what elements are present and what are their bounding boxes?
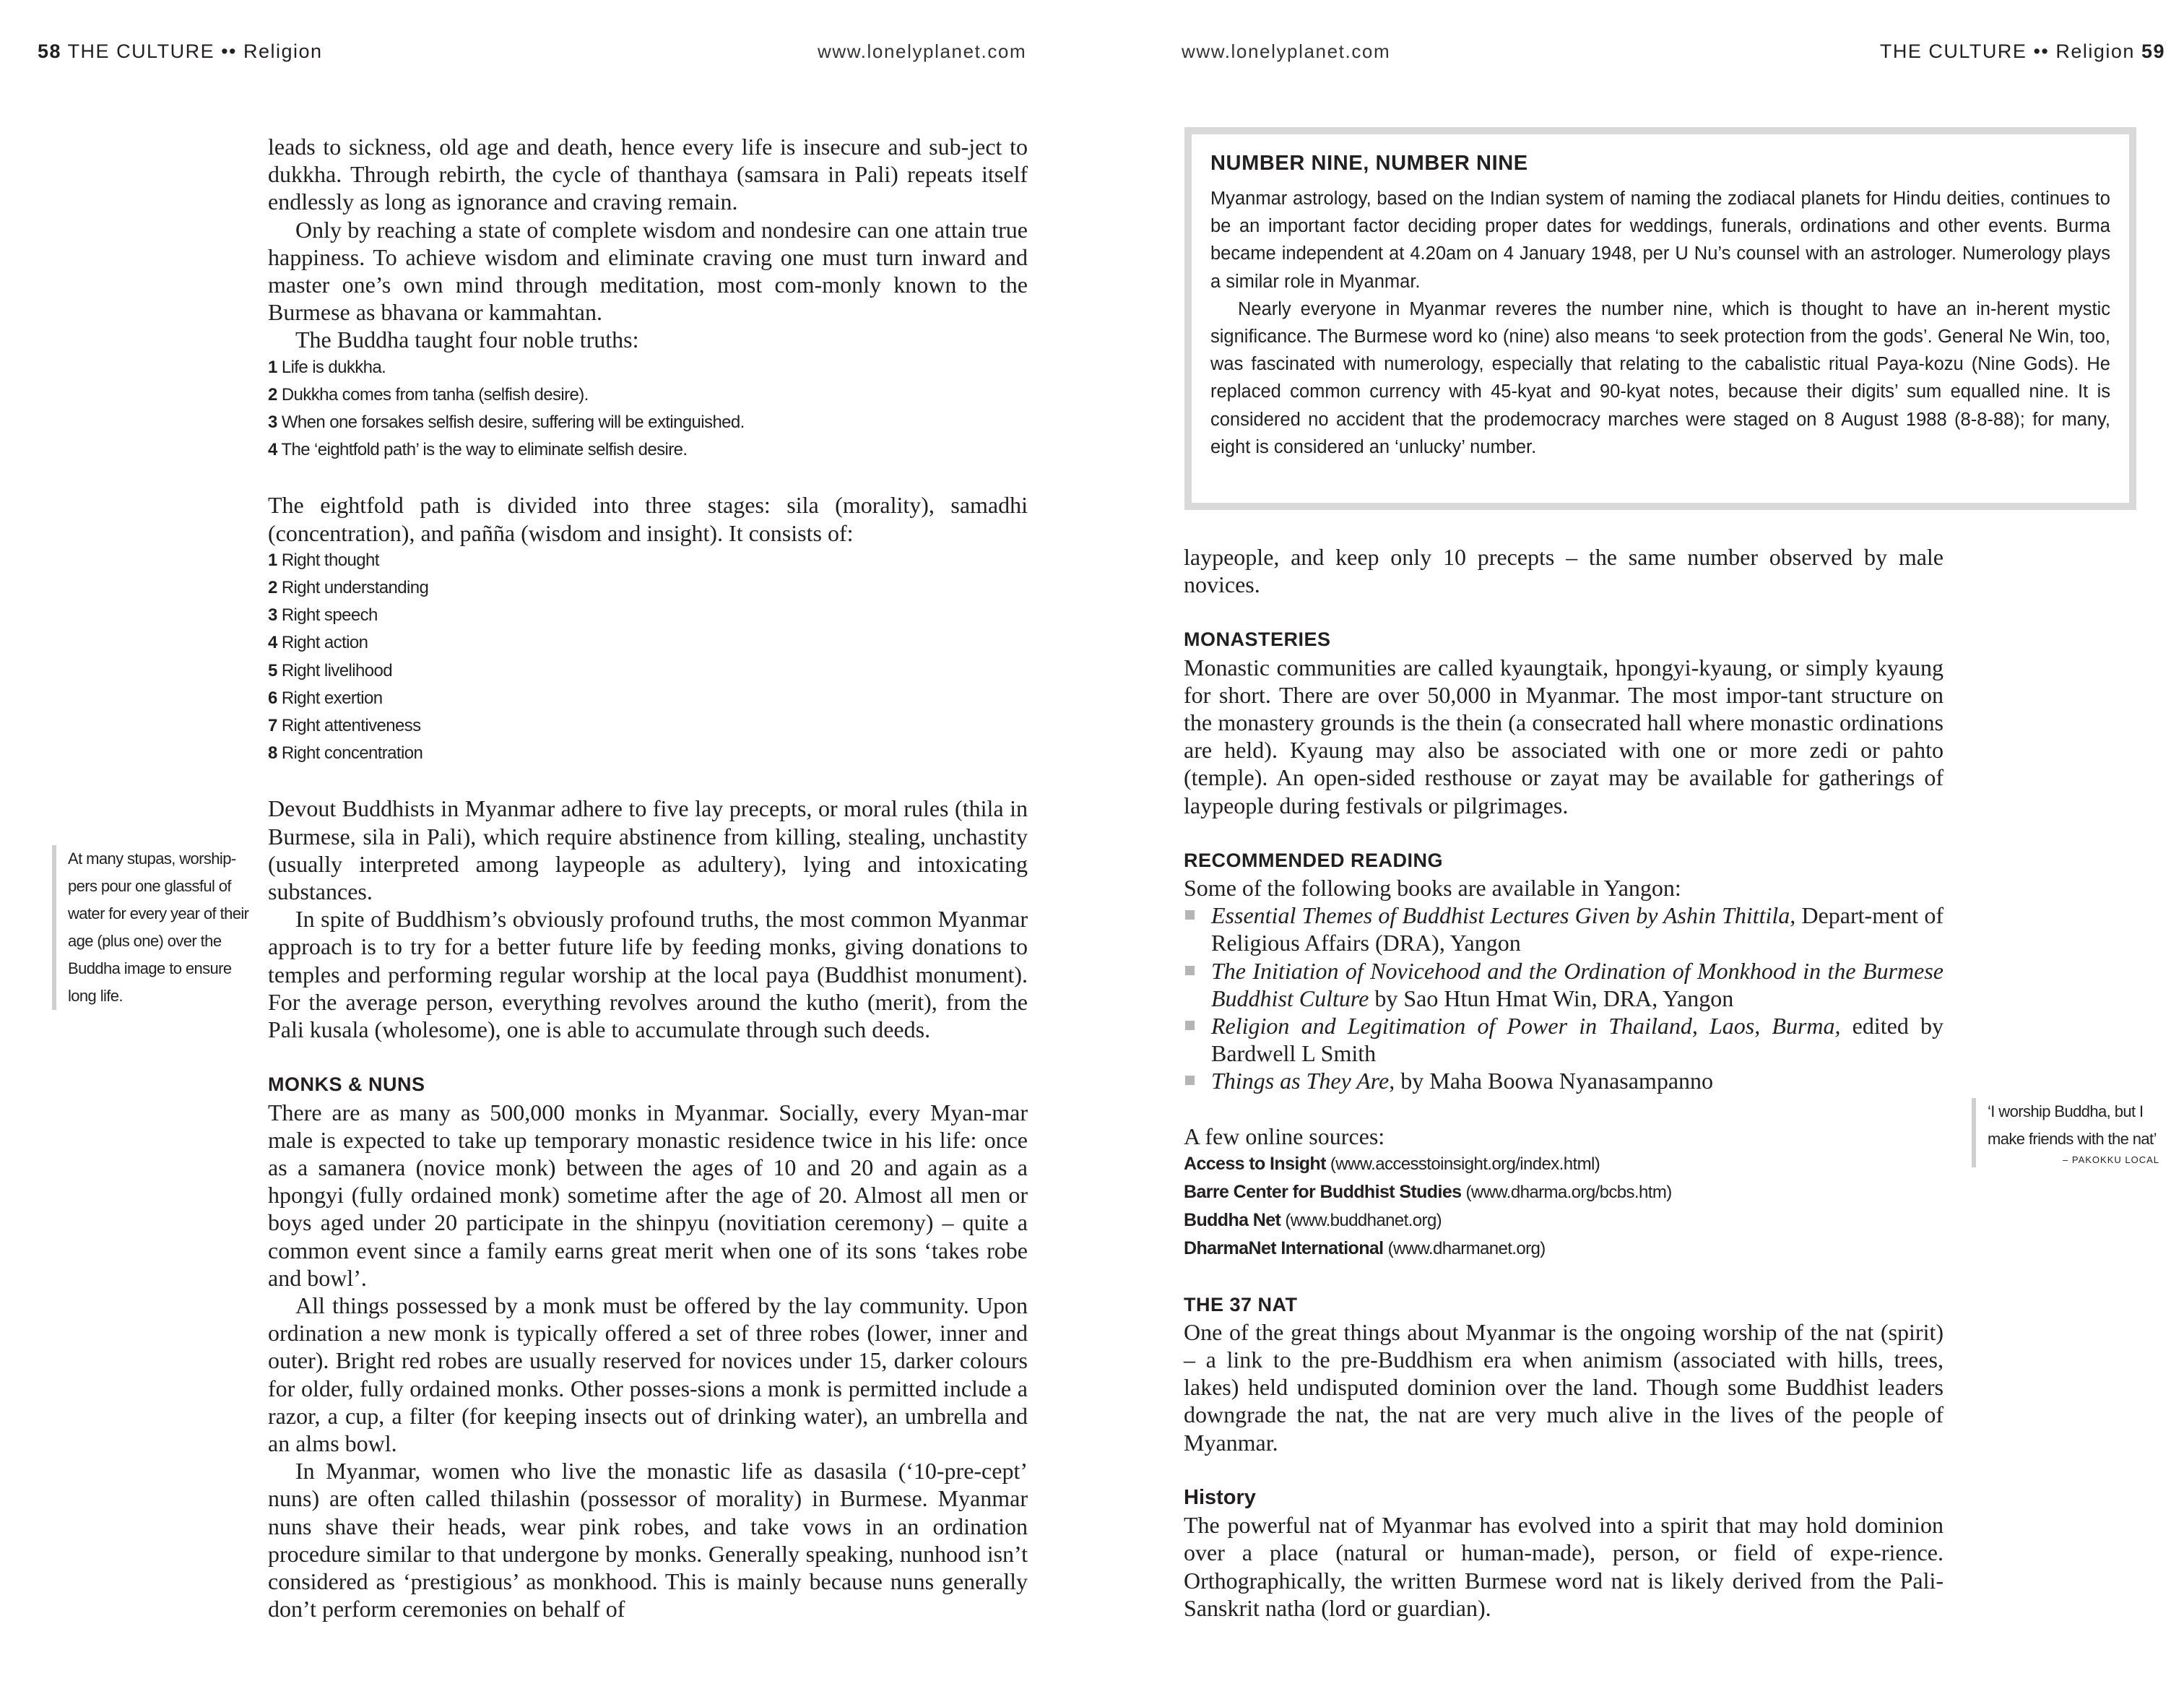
paragraph: The powerful nat of Myanmar has evolved into a spirit that may hold dominion over a place (natural or human-made), person, or field of expe-rience. Orthographically, the written Burmese word nat is likely derived from the Pali-Sanskrit natha (lord or guardian). <box>1184 1512 1944 1621</box>
separator: •• <box>2033 40 2050 62</box>
list-item: Essential Themes of Buddhist Lectures Given by Ashin Thittila, Depart-ment of Religious Affairs (DRA), Yangon <box>1184 902 1944 956</box>
header-url[interactable]: www.lonelyplanet.com <box>1182 40 1391 62</box>
separator: •• <box>221 40 237 62</box>
list-item[interactable]: DharmaNet International (www.dharmanet.org) <box>1184 1238 1546 1259</box>
eightfold-path-list <box>268 547 1028 768</box>
paragraph: leads to sickness, old age and death, hence every life is insecure and sub-ject to dukkha. Through rebirth, the cycle of thanthaya (samsara in Pali) repeats itself endlessly as long as ignorance and craving remain. <box>268 134 1028 215</box>
section-title: THE CULTURE <box>1879 40 2027 62</box>
paragraph: The eightfold path is divided into three stages: sila (morality), samadhi (concentration), and paññа (wisdom and insight). It consists of: <box>268 492 1028 546</box>
paragraph: In Myanmar, women who live the monastic life as dasasila (‘10-pre-cept’ nuns) are often called thilashin (possessor of morality) in Burmese. Myanmar nuns shave their heads, wear pink robes, and take vows in an ordination procedure similar to that undergone by monks. Generally speaking, nunhood isn’t considered as ‘prestigious’ as monkhood. This is mainly because nuns generally don’t perform ceremonies on behalf of <box>268 1458 1028 1622</box>
list-item: The Initiation of Novicehood and the Ordination of Monkhood in the Burmese Buddhist Culture by Sao Htun Hmat Win, DRA, Yangon <box>1184 957 1944 1012</box>
paragraph: All things possessed by a monk must be offered by the lay community. Upon ordination a new monk is typically offered a set of three robes (lower, inner and outer). Bright red robes are usually reserved for novices under 15, darker colours for older, fully ordained monks. Other posses-sions a monk is permitted include a razor, a cup, a filter (for keeping insects out of drinking water), an umbrella and an alms bowl. <box>268 1292 1028 1456</box>
bullet-icon <box>1185 1021 1195 1030</box>
quote-attribution: – PAKOKKU LOCAL <box>2063 1154 2159 1165</box>
list-item: 2 Dukkha comes from tanha (selfish desire). <box>268 384 589 405</box>
list-item: 1 Right thought <box>268 550 379 570</box>
sidebar-box <box>1184 127 2136 510</box>
paragraph: Monastic communities are called kyaungtaik, hpongyi-kyaung, or simply kyaung for short. There are over 50,000 in Myanmar. The most impor-tant structure on the monastery grounds is the thein (a consecrated hall where monastic ordinations are held). Kyaung may also be associated with one or more zedi or pahto (temple). An open-sided resthouse or zayat may be available for gatherings of laypeople during festivals or pilgrimages. <box>1184 654 1944 818</box>
list-item: 4 Right action <box>268 633 368 653</box>
paragraph: In spite of Buddhism’s obviously profound truths, the most common Myanmar approach is to try for a better future life by feeding monks, giving donations to temples and performing regular worship at the local paya (Buddhist monument). For the average person, everything revolves around the kutho (merit), from the Pali kusala (wholesome), one is able to accumulate through such deeds. <box>268 906 1028 1043</box>
paragraph: A few online sources: <box>1184 1123 1385 1149</box>
box-title: NUMBER NINE, NUMBER NINE <box>1210 152 1528 175</box>
running-header-left <box>38 40 323 63</box>
paragraph: Only by reaching a state of complete wisdom and nondesire can one attain true happiness. To achieve wisdom and eliminate craving one must turn inward and master one’s own mind through meditation, most com-monly known to the Burmese as bhavana or kammahtan. <box>268 216 1028 326</box>
subsection-title: Religion <box>2055 40 2135 62</box>
heading-history: History <box>1184 1485 1256 1509</box>
box-paragraph: Nearly everyone in Myanmar reveres the number nine, which is thought to have an in-herent mystic significance. The Burmese word ko (nine) also means ‘to seek protection from the gods’. General Ne Win, too, was fascinated with numerology, especially that relating to the cabalistic ritual Paya-kozu (Nine Gods). He replaced common currency with 45-kyat and 90-kyat notes, because their digits’ sum equalled nine. It is considered no accident that the prodemocracy marches were staged on 8 August 1988 (8-8-88); for many, eight is considered an ‘unlucky’ number. <box>1210 298 2110 457</box>
running-header-right <box>1880 40 2165 63</box>
bullet-icon <box>1185 1076 1195 1085</box>
margin-note: At many stupas, worship-pers pour one glassful of water for every year of their age (plus one) over the Buddha image to ensure long life. <box>52 845 256 1010</box>
list-item: 3 When one forsakes selfish desire, suffering will be extinguished. <box>268 412 745 433</box>
bullet-icon <box>1185 910 1195 920</box>
list-item: 1 Life is dukkha. <box>268 357 386 377</box>
box-paragraph: Myanmar astrology, based on the Indian system of naming the zodiacal planets for Hindu deities, continues to be an important factor deciding proper dates for weddings, funerals, ordinations and other events. Burma became independent at 4.20am on 4 January 1948, per U Nu’s counsel with an astrologer. Numerology plays a similar role in Myanmar. <box>1210 189 2110 292</box>
paragraph: There are as many as 500,000 monks in Myanmar. Socially, every Myan-mar male is expected to take up temporary monastic residence twice in his life: once as a samanera (novice monk) between the ages of 10 and 20 and again as a hpongyi (fully ordained monk) sometime after the age of 20. Almost all men or boys aged under 20 participate in the shinpyu (novitiation ceremony) – quite a common event since a family earns great merit when one of its sons ‘takes robe and bowl’. <box>268 1099 1028 1291</box>
left-main-column <box>268 133 1028 1622</box>
quote-text: ‘I worship Buddha, but I make friends with the nat’ <box>1988 1102 2157 1148</box>
list-item[interactable]: Buddha Net (www.buddhanet.org) <box>1184 1210 1442 1231</box>
page-number: 58 <box>38 40 62 62</box>
bullet-icon <box>1185 966 1195 975</box>
paragraph: The Buddha taught four noble truths: <box>295 327 639 353</box>
book-list <box>1184 902 1944 1094</box>
list-item: 6 Right exertion <box>268 688 383 708</box>
right-main-column <box>1184 543 1944 1622</box>
heading-37-nat: THE 37 NAT <box>1184 1293 1298 1315</box>
pull-quote <box>1972 1098 2159 1167</box>
list-item: 5 Right livelihood <box>268 660 392 680</box>
list-item: 3 Right speech <box>268 605 378 626</box>
header-url[interactable]: www.lonelyplanet.com <box>818 40 1027 62</box>
list-item[interactable]: Access to Insight (www.accesstoinsight.org/index.html) <box>1184 1153 1600 1174</box>
list-item[interactable]: Barre Center for Buddhist Studies (www.dharma.org/bcbs.htm) <box>1184 1182 1672 1203</box>
noble-truths-list <box>268 354 1028 464</box>
list-item: Religion and Legitimation of Power in Thailand, Laos, Burma, edited by Bardwell L Smith <box>1184 1012 1944 1067</box>
list-item: 2 Right understanding <box>268 578 429 598</box>
list-item: 8 Right concentration <box>268 743 423 764</box>
list-item: 4 The ‘eightfold path’ is the way to eliminate selfish desire. <box>268 440 688 460</box>
list-item: Things as They Are, by Maha Boowa Nyanasampanno <box>1184 1067 1944 1094</box>
section-title: THE CULTURE <box>67 40 215 62</box>
page-number: 59 <box>2141 40 2165 62</box>
paragraph: One of the great things about Myanmar is the ongoing worship of the nat (spirit) – a link to the pre-Buddhism era when animism (associated with hills, trees, lakes) held undisputed dominion over the land. Though some Buddhist leaders downgrade the nat, the nat are very much alive in the lives of the people of Myanmar. <box>1184 1318 1944 1456</box>
right-page <box>1092 0 2184 1681</box>
paragraph: Some of the following books are available in Yangon: <box>1184 875 1681 902</box>
heading-monasteries: MONASTERIES <box>1184 628 1331 651</box>
heading-recommended-reading: RECOMMENDED READING <box>1184 849 1444 871</box>
paragraph: laypeople, and keep only 10 precepts – the same number observed by male novices. <box>1184 544 1944 598</box>
source-list <box>1184 1150 1944 1263</box>
heading-monks-nuns: MONKS & NUNS <box>268 1073 425 1096</box>
paragraph: Devout Buddhists in Myanmar adhere to five lay precepts, or moral rules (thila in Burmese, sila in Pali), which require abstinence from killing, stealing, unchastity (usually interpreted among laypeople as adultery), lying and intoxicating substances. <box>268 795 1028 905</box>
list-item: 7 Right attentiveness <box>268 716 421 736</box>
subsection-title: Religion <box>243 40 323 62</box>
